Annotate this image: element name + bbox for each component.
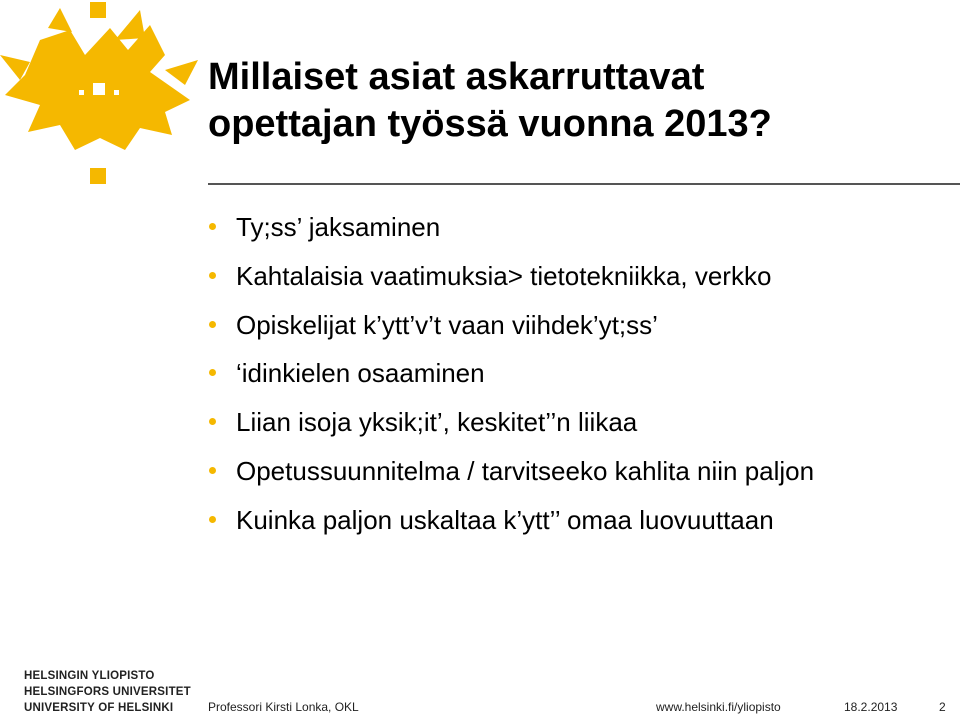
- slide-title-line-2: opettajan työssä vuonna 2013?: [208, 103, 772, 145]
- bullet-item: [205, 353, 955, 402]
- slide-title-line-1: Millaiset asiat askarruttavat: [208, 56, 705, 98]
- university-name-en: UNIVERSITY OF HELSINKI: [24, 702, 174, 714]
- bullet-list: [205, 207, 955, 549]
- bullet-dot-icon: [209, 369, 216, 376]
- bullet-text: Opiskelijat k’ytt’v’t vaan viihdek’yt;ss’: [236, 309, 658, 340]
- university-flame-logo-icon: [0, 0, 200, 190]
- bullet-text: Kuinka paljon uskaltaa k’ytt’’ omaa luovuuttaan: [236, 504, 774, 535]
- bullet-text: Kahtalaisia vaatimuksia> tietotekniikka, verkko: [236, 260, 772, 291]
- bullet-text: ‘idinkielen osaaminen: [236, 358, 485, 389]
- bullet-text: Liian isoja yksik;it’, keskitet’’n liikaa: [236, 407, 638, 438]
- bullet-dot-icon: [209, 321, 216, 328]
- footer-date: 18.2.2013: [844, 700, 898, 714]
- university-wordmark: [24, 668, 191, 716]
- page-number: 2: [939, 700, 946, 714]
- bullet-item: [205, 207, 955, 256]
- bullet-text: Ty;ss’ jaksaminen: [236, 212, 441, 242]
- title-divider: [208, 183, 960, 185]
- bullet-dot-icon: [209, 418, 216, 425]
- bullet-item: [205, 451, 955, 500]
- bullet-item: [205, 256, 955, 305]
- footer-url: www.helsinki.fi/yliopisto: [656, 700, 781, 714]
- bullet-item: [205, 402, 955, 451]
- slide-title: [208, 54, 948, 148]
- university-name-sv: HELSINGFORS UNIVERSITET: [24, 686, 191, 698]
- bullet-item: [205, 500, 955, 549]
- bullet-dot-icon: [209, 272, 216, 279]
- bullet-item: [205, 305, 955, 354]
- bullet-dot-icon: [209, 223, 216, 230]
- footer-author: Professori Kirsti Lonka, OKL: [208, 700, 359, 714]
- bullet-text: Opetussuunnitelma / tarvitseeko kahlita niin paljon: [236, 455, 815, 486]
- bullet-dot-icon: [209, 516, 216, 523]
- bullet-dot-icon: [209, 467, 216, 474]
- university-name-fi: HELSINGIN YLIOPISTO: [24, 670, 155, 682]
